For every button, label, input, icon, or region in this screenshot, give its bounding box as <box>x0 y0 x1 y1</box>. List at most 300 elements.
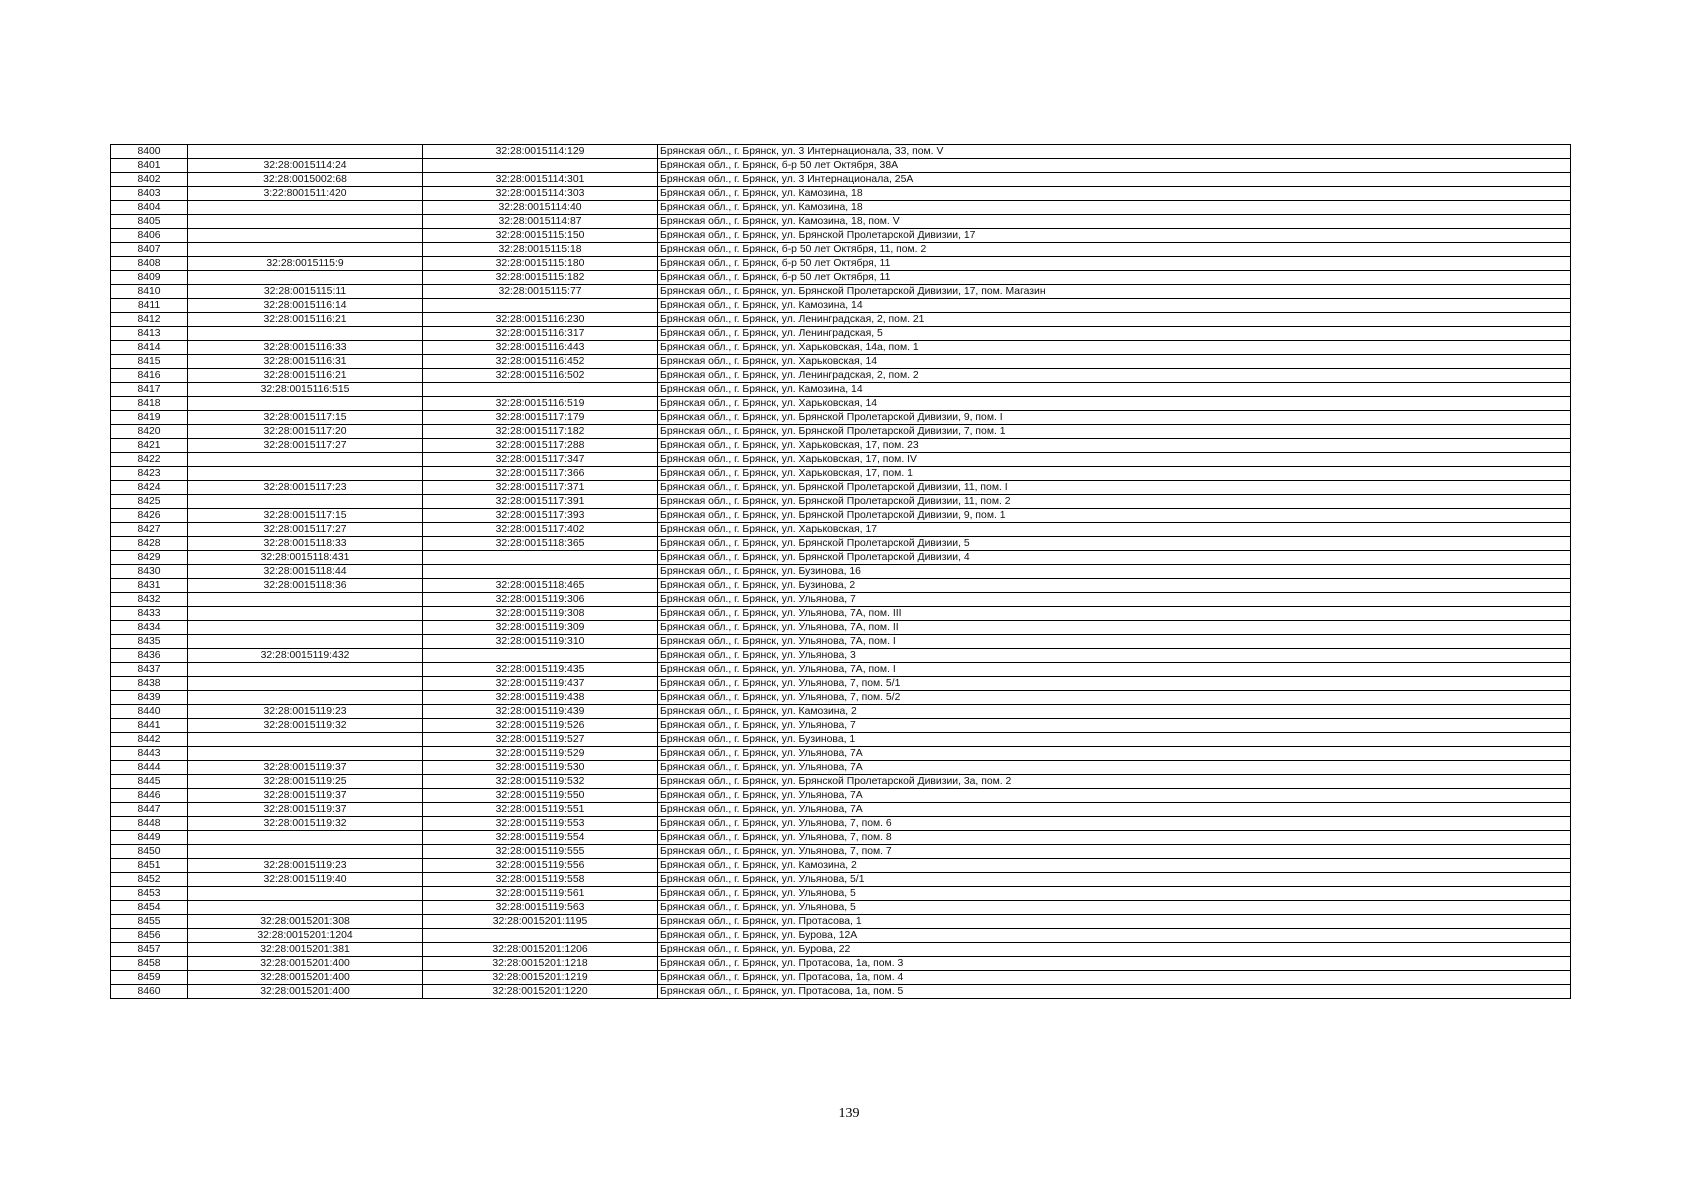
table-row <box>111 859 1571 873</box>
row-number-cell: 8409 <box>111 271 188 285</box>
row-number-cell: 8446 <box>111 789 188 803</box>
address-cell: Брянская обл., г. Брянск, ул. Ульянова, 7А, пом. I <box>658 663 1571 677</box>
land-cadastral-number-cell: 32:28:0015201:381 <box>188 943 423 957</box>
row-number-cell: 8428 <box>111 537 188 551</box>
row-number-cell: 8413 <box>111 327 188 341</box>
row-number-cell: 8457 <box>111 943 188 957</box>
land-cadastral-number-cell: 32:28:0015119:32 <box>188 817 423 831</box>
land-cadastral-number-cell <box>188 495 423 509</box>
table-row <box>111 481 1571 495</box>
table-row <box>111 201 1571 215</box>
row-number-cell: 8404 <box>111 201 188 215</box>
address-cell: Брянская обл., г. Брянск, ул. Камозина, 18 <box>658 201 1571 215</box>
row-number-cell: 8423 <box>111 467 188 481</box>
land-cadastral-number-cell: 32:28:0015116:21 <box>188 369 423 383</box>
table-row <box>111 705 1571 719</box>
address-cell: Брянская обл., г. Брянск, ул. Брянской Пролетарской Дивизии, 4 <box>658 551 1571 565</box>
object-cadastral-number-cell: 32:28:0015118:465 <box>423 579 658 593</box>
object-cadastral-number-cell <box>423 159 658 173</box>
land-cadastral-number-cell: 32:28:0015115:9 <box>188 257 423 271</box>
row-number-cell: 8448 <box>111 817 188 831</box>
row-number-cell: 8451 <box>111 859 188 873</box>
table-row <box>111 733 1571 747</box>
object-cadastral-number-cell: 32:28:0015119:526 <box>423 719 658 733</box>
row-number-cell: 8402 <box>111 173 188 187</box>
table-row <box>111 369 1571 383</box>
object-cadastral-number-cell: 32:28:0015119:309 <box>423 621 658 635</box>
object-cadastral-number-cell: 32:28:0015119:310 <box>423 635 658 649</box>
address-cell: Брянская обл., г. Брянск, ул. Ульянова, 7А <box>658 789 1571 803</box>
land-cadastral-number-cell <box>188 691 423 705</box>
object-cadastral-number-cell: 32:28:0015117:366 <box>423 467 658 481</box>
land-cadastral-number-cell <box>188 635 423 649</box>
object-cadastral-number-cell: 32:28:0015119:550 <box>423 789 658 803</box>
land-cadastral-number-cell <box>188 831 423 845</box>
land-cadastral-number-cell <box>188 453 423 467</box>
row-number-cell: 8445 <box>111 775 188 789</box>
table-row <box>111 425 1571 439</box>
row-number-cell: 8430 <box>111 565 188 579</box>
land-cadastral-number-cell: 32:28:0015116:33 <box>188 341 423 355</box>
row-number-cell: 8455 <box>111 915 188 929</box>
table-row <box>111 215 1571 229</box>
object-cadastral-number-cell: 32:28:0015201:1195 <box>423 915 658 929</box>
object-cadastral-number-cell: 32:28:0015114:303 <box>423 187 658 201</box>
row-number-cell: 8421 <box>111 439 188 453</box>
table-row <box>111 565 1571 579</box>
object-cadastral-number-cell: 32:28:0015201:1219 <box>423 971 658 985</box>
table-row <box>111 551 1571 565</box>
object-cadastral-number-cell <box>423 551 658 565</box>
table-row <box>111 509 1571 523</box>
land-cadastral-number-cell: 32:28:0015118:36 <box>188 579 423 593</box>
row-number-cell: 8440 <box>111 705 188 719</box>
address-cell: Брянская обл., г. Брянск, ул. Ульянова, 7А, пом. II <box>658 621 1571 635</box>
table-row <box>111 817 1571 831</box>
object-cadastral-number-cell: 32:28:0015116:230 <box>423 313 658 327</box>
address-cell: Брянская обл., г. Брянск, ул. Бурова, 12А <box>658 929 1571 943</box>
table-row <box>111 285 1571 299</box>
row-number-cell: 8453 <box>111 887 188 901</box>
address-cell: Брянская обл., г. Брянск, ул. Харьковская, 14 <box>658 355 1571 369</box>
address-cell: Брянская обл., г. Брянск, ул. Брянской Пролетарской Дивизии, 11, пом. 2 <box>658 495 1571 509</box>
land-cadastral-number-cell <box>188 467 423 481</box>
land-cadastral-number-cell <box>188 845 423 859</box>
address-cell: Брянская обл., г. Брянск, ул. Ульянова, 7 <box>658 593 1571 607</box>
land-cadastral-number-cell <box>188 327 423 341</box>
land-cadastral-number-cell: 32:28:0015117:20 <box>188 425 423 439</box>
object-cadastral-number-cell: 32:28:0015117:391 <box>423 495 658 509</box>
table-row <box>111 719 1571 733</box>
land-cadastral-number-cell <box>188 243 423 257</box>
table-row <box>111 411 1571 425</box>
table-row <box>111 187 1571 201</box>
table-row <box>111 145 1571 159</box>
table-row <box>111 649 1571 663</box>
address-cell: Брянская обл., г. Брянск, ул. Бузинова, 1 <box>658 733 1571 747</box>
land-cadastral-number-cell <box>188 229 423 243</box>
address-cell: Брянская обл., г. Брянск, б-р 50 лет Октября, 11 <box>658 257 1571 271</box>
address-cell: Брянская обл., г. Брянск, ул. Брянской Пролетарской Дивизии, 11, пом. I <box>658 481 1571 495</box>
land-cadastral-number-cell: 32:28:0015118:33 <box>188 537 423 551</box>
land-cadastral-number-cell <box>188 733 423 747</box>
address-cell: Брянская обл., г. Брянск, ул. Ульянова, 7 <box>658 719 1571 733</box>
row-number-cell: 8443 <box>111 747 188 761</box>
address-cell: Брянская обл., г. Брянск, ул. Камозина, 18 <box>658 187 1571 201</box>
land-cadastral-number-cell: 3:22:8001511:420 <box>188 187 423 201</box>
table-row <box>111 789 1571 803</box>
address-cell: Брянская обл., г. Брянск, ул. Харьковская, 17 <box>658 523 1571 537</box>
address-cell: Брянская обл., г. Брянск, ул. 3 Интернационала, 25А <box>658 173 1571 187</box>
address-cell: Брянская обл., г. Брянск, ул. Камозина, 14 <box>658 299 1571 313</box>
object-cadastral-number-cell: 32:28:0015116:452 <box>423 355 658 369</box>
table-row <box>111 831 1571 845</box>
address-cell: Брянская обл., г. Брянск, ул. Ульянова, 5/1 <box>658 873 1571 887</box>
row-number-cell: 8431 <box>111 579 188 593</box>
object-cadastral-number-cell: 32:28:0015116:519 <box>423 397 658 411</box>
object-cadastral-number-cell: 32:28:0015117:182 <box>423 425 658 439</box>
land-cadastral-number-cell <box>188 887 423 901</box>
address-cell: Брянская обл., г. Брянск, ул. Протасова, 1а, пом. 4 <box>658 971 1571 985</box>
object-cadastral-number-cell: 32:28:0015119:435 <box>423 663 658 677</box>
table-row <box>111 467 1571 481</box>
row-number-cell: 8444 <box>111 761 188 775</box>
address-cell: Брянская обл., г. Брянск, ул. Ульянова, 7А, пом. I <box>658 635 1571 649</box>
object-cadastral-number-cell: 32:28:0015115:18 <box>423 243 658 257</box>
row-number-cell: 8442 <box>111 733 188 747</box>
row-number-cell: 8429 <box>111 551 188 565</box>
land-cadastral-number-cell <box>188 397 423 411</box>
land-cadastral-number-cell: 32:28:0015201:308 <box>188 915 423 929</box>
address-cell: Брянская обл., г. Брянск, ул. Брянской Пролетарской Дивизии, 3а, пом. 2 <box>658 775 1571 789</box>
object-cadastral-number-cell: 32:28:0015119:527 <box>423 733 658 747</box>
table-row <box>111 929 1571 943</box>
address-cell: Брянская обл., г. Брянск, ул. Бурова, 22 <box>658 943 1571 957</box>
land-cadastral-number-cell: 32:28:0015117:23 <box>188 481 423 495</box>
address-cell: Брянская обл., г. Брянск, ул. Ульянова, 7А <box>658 747 1571 761</box>
table-row <box>111 775 1571 789</box>
table-row <box>111 747 1571 761</box>
table-row <box>111 677 1571 691</box>
address-cell: Брянская обл., г. Брянск, ул. Камозина, 2 <box>658 705 1571 719</box>
table-row <box>111 761 1571 775</box>
object-cadastral-number-cell: 32:28:0015119:558 <box>423 873 658 887</box>
object-cadastral-number-cell <box>423 565 658 579</box>
object-cadastral-number-cell: 32:28:0015119:563 <box>423 901 658 915</box>
address-cell: Брянская обл., г. Брянск, ул. Камозина, 18, пом. V <box>658 215 1571 229</box>
object-cadastral-number-cell: 32:28:0015114:301 <box>423 173 658 187</box>
address-cell: Брянская обл., г. Брянск, ул. Харьковская, 17, пом. 1 <box>658 467 1571 481</box>
table-row <box>111 299 1571 313</box>
object-cadastral-number-cell: 32:28:0015119:437 <box>423 677 658 691</box>
land-cadastral-number-cell: 32:28:0015119:37 <box>188 789 423 803</box>
table-row <box>111 159 1571 173</box>
land-cadastral-number-cell: 32:28:0015119:40 <box>188 873 423 887</box>
address-cell: Брянская обл., г. Брянск, ул. Ленинградская, 2, пом. 21 <box>658 313 1571 327</box>
land-cadastral-number-cell <box>188 901 423 915</box>
address-cell: Брянская обл., г. Брянск, ул. Протасова, 1а, пом. 3 <box>658 957 1571 971</box>
address-cell: Брянская обл., г. Брянск, ул. Ульянова, 7, пом. 5/1 <box>658 677 1571 691</box>
table-row <box>111 523 1571 537</box>
table-row <box>111 635 1571 649</box>
object-cadastral-number-cell: 32:28:0015117:402 <box>423 523 658 537</box>
table-row <box>111 243 1571 257</box>
row-number-cell: 8450 <box>111 845 188 859</box>
address-cell: Брянская обл., г. Брянск, ул. Ульянова, 5 <box>658 901 1571 915</box>
row-number-cell: 8408 <box>111 257 188 271</box>
address-cell: Брянская обл., г. Брянск, б-р 50 лет Октября, 38А <box>658 159 1571 173</box>
object-cadastral-number-cell <box>423 383 658 397</box>
table-row <box>111 383 1571 397</box>
row-number-cell: 8419 <box>111 411 188 425</box>
row-number-cell: 8410 <box>111 285 188 299</box>
object-cadastral-number-cell: 32:28:0015117:371 <box>423 481 658 495</box>
table-row <box>111 915 1571 929</box>
table-row <box>111 607 1571 621</box>
object-cadastral-number-cell: 32:28:0015201:1220 <box>423 985 658 999</box>
row-number-cell: 8411 <box>111 299 188 313</box>
address-cell: Брянская обл., г. Брянск, ул. Бузинова, 2 <box>658 579 1571 593</box>
table-row <box>111 229 1571 243</box>
table-row <box>111 691 1571 705</box>
row-number-cell: 8438 <box>111 677 188 691</box>
object-cadastral-number-cell: 32:28:0015115:182 <box>423 271 658 285</box>
object-cadastral-number-cell: 32:28:0015117:393 <box>423 509 658 523</box>
land-cadastral-number-cell: 32:28:0015116:21 <box>188 313 423 327</box>
address-cell: Брянская обл., г. Брянск, ул. Ульянова, 7, пом. 5/2 <box>658 691 1571 705</box>
land-cadastral-number-cell: 32:28:0015201:1204 <box>188 929 423 943</box>
row-number-cell: 8405 <box>111 215 188 229</box>
row-number-cell: 8407 <box>111 243 188 257</box>
table-row <box>111 873 1571 887</box>
land-cadastral-number-cell: 32:28:0015119:25 <box>188 775 423 789</box>
address-cell: Брянская обл., г. Брянск, ул. 3 Интернационала, 33, пом. V <box>658 145 1571 159</box>
land-cadastral-number-cell: 32:28:0015119:32 <box>188 719 423 733</box>
row-number-cell: 8447 <box>111 803 188 817</box>
table-row <box>111 313 1571 327</box>
row-number-cell: 8436 <box>111 649 188 663</box>
land-cadastral-number-cell <box>188 215 423 229</box>
row-number-cell: 8420 <box>111 425 188 439</box>
land-cadastral-number-cell: 32:28:0015002:68 <box>188 173 423 187</box>
table-row <box>111 355 1571 369</box>
address-cell: Брянская обл., г. Брянск, ул. Камозина, 14 <box>658 383 1571 397</box>
land-cadastral-number-cell <box>188 201 423 215</box>
land-cadastral-number-cell: 32:28:0015201:400 <box>188 957 423 971</box>
table-row <box>111 327 1571 341</box>
land-cadastral-number-cell: 32:28:0015201:400 <box>188 985 423 999</box>
table-row <box>111 439 1571 453</box>
object-cadastral-number-cell: 32:28:0015119:551 <box>423 803 658 817</box>
land-cadastral-number-cell: 32:28:0015117:27 <box>188 439 423 453</box>
table-row <box>111 943 1571 957</box>
address-cell: Брянская обл., г. Брянск, ул. Ульянова, 5 <box>658 887 1571 901</box>
row-number-cell: 8417 <box>111 383 188 397</box>
address-cell: Брянская обл., г. Брянск, ул. Ульянова, 7, пом. 6 <box>658 817 1571 831</box>
land-cadastral-number-cell: 32:28:0015116:31 <box>188 355 423 369</box>
object-cadastral-number-cell: 32:28:0015116:443 <box>423 341 658 355</box>
row-number-cell: 8425 <box>111 495 188 509</box>
object-cadastral-number-cell: 32:28:0015114:87 <box>423 215 658 229</box>
address-cell: Брянская обл., г. Брянск, ул. Харьковская, 14а, пом. 1 <box>658 341 1571 355</box>
row-number-cell: 8460 <box>111 985 188 999</box>
object-cadastral-number-cell: 32:28:0015115:180 <box>423 257 658 271</box>
table-row <box>111 257 1571 271</box>
object-cadastral-number-cell: 32:28:0015119:439 <box>423 705 658 719</box>
object-cadastral-number-cell: 32:28:0015117:179 <box>423 411 658 425</box>
row-number-cell: 8424 <box>111 481 188 495</box>
table-row <box>111 593 1571 607</box>
register-table-body <box>111 145 1571 999</box>
address-cell: Брянская обл., г. Брянск, б-р 50 лет Октября, 11, пом. 2 <box>658 243 1571 257</box>
table-row <box>111 887 1571 901</box>
table-row <box>111 173 1571 187</box>
row-number-cell: 8415 <box>111 355 188 369</box>
address-cell: Брянская обл., г. Брянск, ул. Бузинова, 16 <box>658 565 1571 579</box>
table-row <box>111 271 1571 285</box>
row-number-cell: 8458 <box>111 957 188 971</box>
land-cadastral-number-cell <box>188 607 423 621</box>
object-cadastral-number-cell: 32:28:0015116:317 <box>423 327 658 341</box>
row-number-cell: 8439 <box>111 691 188 705</box>
table-row <box>111 621 1571 635</box>
object-cadastral-number-cell: 32:28:0015119:556 <box>423 859 658 873</box>
address-cell: Брянская обл., г. Брянск, ул. Ленинградская, 2, пом. 2 <box>658 369 1571 383</box>
table-row <box>111 663 1571 677</box>
land-cadastral-number-cell: 32:28:0015115:11 <box>188 285 423 299</box>
land-cadastral-number-cell: 32:28:0015201:400 <box>188 971 423 985</box>
land-cadastral-number-cell: 32:28:0015119:432 <box>188 649 423 663</box>
row-number-cell: 8452 <box>111 873 188 887</box>
row-number-cell: 8437 <box>111 663 188 677</box>
object-cadastral-number-cell <box>423 649 658 663</box>
row-number-cell: 8426 <box>111 509 188 523</box>
land-cadastral-number-cell: 32:28:0015119:23 <box>188 705 423 719</box>
row-number-cell: 8449 <box>111 831 188 845</box>
address-cell: Брянская обл., г. Брянск, ул. Брянской Пролетарской Дивизии, 17, пом. Магазин <box>658 285 1571 299</box>
object-cadastral-number-cell: 32:28:0015119:438 <box>423 691 658 705</box>
land-cadastral-number-cell: 32:28:0015119:23 <box>188 859 423 873</box>
table-row <box>111 579 1571 593</box>
row-number-cell: 8412 <box>111 313 188 327</box>
table-row <box>111 971 1571 985</box>
land-cadastral-number-cell: 32:28:0015117:27 <box>188 523 423 537</box>
address-cell: Брянская обл., г. Брянск, ул. Ульянова, 7, пом. 7 <box>658 845 1571 859</box>
row-number-cell: 8434 <box>111 621 188 635</box>
object-cadastral-number-cell: 32:28:0015117:347 <box>423 453 658 467</box>
land-cadastral-number-cell: 32:28:0015114:24 <box>188 159 423 173</box>
object-cadastral-number-cell: 32:28:0015115:150 <box>423 229 658 243</box>
row-number-cell: 8433 <box>111 607 188 621</box>
land-cadastral-number-cell: 32:28:0015117:15 <box>188 411 423 425</box>
object-cadastral-number-cell <box>423 299 658 313</box>
address-cell: Брянская обл., г. Брянск, ул. Брянской Пролетарской Дивизии, 9, пом. 1 <box>658 509 1571 523</box>
address-cell: Брянская обл., г. Брянск, ул. Харьковская, 17, пом. IV <box>658 453 1571 467</box>
row-number-cell: 8432 <box>111 593 188 607</box>
address-cell: Брянская обл., г. Брянск, ул. Протасова, 1а, пом. 5 <box>658 985 1571 999</box>
address-cell: Брянская обл., г. Брянск, ул. Ульянова, 7А <box>658 761 1571 775</box>
address-cell: Брянская обл., г. Брянск, б-р 50 лет Октября, 11 <box>658 271 1571 285</box>
row-number-cell: 8400 <box>111 145 188 159</box>
table-row <box>111 901 1571 915</box>
land-cadastral-number-cell <box>188 677 423 691</box>
address-cell: Брянская обл., г. Брянск, ул. Ульянова, 7, пом. 8 <box>658 831 1571 845</box>
table-row <box>111 537 1571 551</box>
row-number-cell: 8435 <box>111 635 188 649</box>
land-cadastral-number-cell <box>188 621 423 635</box>
row-number-cell: 8454 <box>111 901 188 915</box>
land-cadastral-number-cell: 32:28:0015118:431 <box>188 551 423 565</box>
land-cadastral-number-cell <box>188 593 423 607</box>
land-cadastral-number-cell: 32:28:0015119:37 <box>188 761 423 775</box>
land-cadastral-number-cell: 32:28:0015118:44 <box>188 565 423 579</box>
table-row <box>111 957 1571 971</box>
cadastral-register-table <box>110 144 1571 999</box>
row-number-cell: 8414 <box>111 341 188 355</box>
land-cadastral-number-cell: 32:28:0015119:37 <box>188 803 423 817</box>
land-cadastral-number-cell <box>188 747 423 761</box>
object-cadastral-number-cell: 32:28:0015119:532 <box>423 775 658 789</box>
land-cadastral-number-cell <box>188 663 423 677</box>
address-cell: Брянская обл., г. Брянск, ул. Ульянова, 3 <box>658 649 1571 663</box>
object-cadastral-number-cell <box>423 929 658 943</box>
object-cadastral-number-cell: 32:28:0015201:1218 <box>423 957 658 971</box>
row-number-cell: 8456 <box>111 929 188 943</box>
object-cadastral-number-cell: 32:28:0015119:553 <box>423 817 658 831</box>
address-cell: Брянская обл., г. Брянск, ул. Ленинградская, 5 <box>658 327 1571 341</box>
land-cadastral-number-cell <box>188 271 423 285</box>
object-cadastral-number-cell: 32:28:0015118:365 <box>423 537 658 551</box>
address-cell: Брянская обл., г. Брянск, ул. Брянской Пролетарской Дивизии, 7, пом. 1 <box>658 425 1571 439</box>
address-cell: Брянская обл., г. Брянск, ул. Ульянова, 7А <box>658 803 1571 817</box>
object-cadastral-number-cell: 32:28:0015114:40 <box>423 201 658 215</box>
row-number-cell: 8427 <box>111 523 188 537</box>
page-number: 139 <box>838 1106 860 1121</box>
land-cadastral-number-cell: 32:28:0015116:515 <box>188 383 423 397</box>
address-cell: Брянская обл., г. Брянск, ул. Брянской Пролетарской Дивизии, 17 <box>658 229 1571 243</box>
row-number-cell: 8418 <box>111 397 188 411</box>
object-cadastral-number-cell: 32:28:0015119:561 <box>423 887 658 901</box>
table-row <box>111 803 1571 817</box>
table-row <box>111 985 1571 999</box>
object-cadastral-number-cell: 32:28:0015119:530 <box>423 761 658 775</box>
row-number-cell: 8406 <box>111 229 188 243</box>
object-cadastral-number-cell: 32:28:0015119:555 <box>423 845 658 859</box>
object-cadastral-number-cell: 32:28:0015114:129 <box>423 145 658 159</box>
land-cadastral-number-cell: 32:28:0015116:14 <box>188 299 423 313</box>
table-row <box>111 845 1571 859</box>
address-cell: Брянская обл., г. Брянск, ул. Харьковская, 17, пом. 23 <box>658 439 1571 453</box>
object-cadastral-number-cell: 32:28:0015117:288 <box>423 439 658 453</box>
row-number-cell: 8403 <box>111 187 188 201</box>
table-row <box>111 495 1571 509</box>
address-cell: Брянская обл., г. Брянск, ул. Брянской Пролетарской Дивизии, 5 <box>658 537 1571 551</box>
table-row <box>111 341 1571 355</box>
object-cadastral-number-cell: 32:28:0015201:1206 <box>423 943 658 957</box>
table-row <box>111 397 1571 411</box>
address-cell: Брянская обл., г. Брянск, ул. Ульянова, 7А, пом. III <box>658 607 1571 621</box>
address-cell: Брянская обл., г. Брянск, ул. Брянской Пролетарской Дивизии, 9, пом. I <box>658 411 1571 425</box>
address-cell: Брянская обл., г. Брянск, ул. Харьковская, 14 <box>658 397 1571 411</box>
object-cadastral-number-cell: 32:28:0015115:77 <box>423 285 658 299</box>
row-number-cell: 8416 <box>111 369 188 383</box>
object-cadastral-number-cell: 32:28:0015119:306 <box>423 593 658 607</box>
land-cadastral-number-cell: 32:28:0015117:15 <box>188 509 423 523</box>
object-cadastral-number-cell: 32:28:0015119:308 <box>423 607 658 621</box>
table-row <box>111 453 1571 467</box>
row-number-cell: 8441 <box>111 719 188 733</box>
row-number-cell: 8422 <box>111 453 188 467</box>
